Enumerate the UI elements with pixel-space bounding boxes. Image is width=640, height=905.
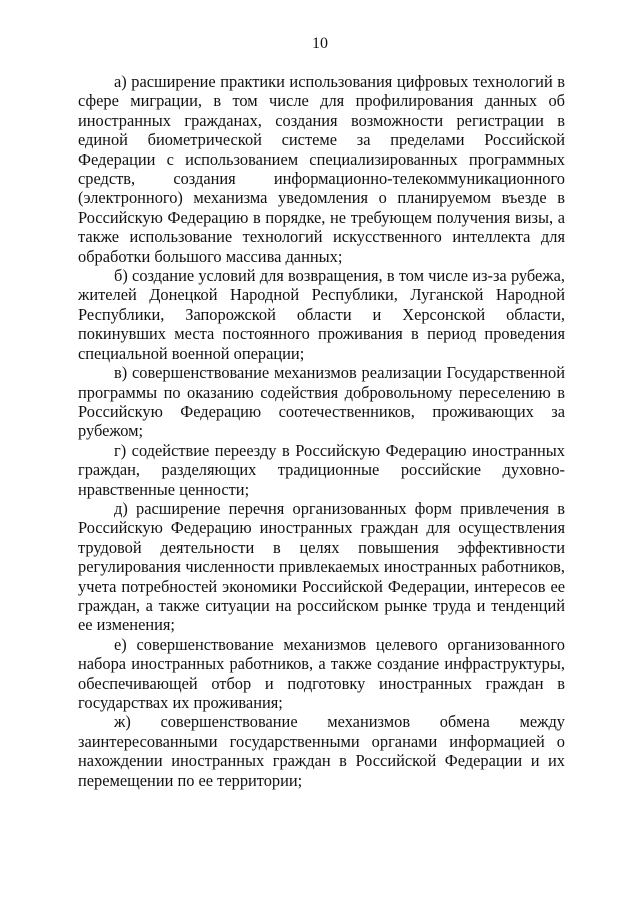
list-item-a: а) расширение практики использования цифровых технологий в сфере миграции, в том числе для профилирования данных об иностранных гражданах, создания возможности регистрации в единой биометрической системе за пределами Российской Федерации с использованием специализированных программных средств, создания информационно-телекоммуникационного (электронного) механизма уведомления о планируемом въезде в Российскую Федерацию в порядке, не требующем получения визы, а также использование технологий искусственного интеллекта для обработки большого массива данных; [78, 72, 565, 266]
document-body [78, 72, 565, 790]
list-item-d: д) расширение перечня организованных форм привлечения в Российскую Федерацию иностранных граждан для осуществления трудовой деятельности в целях повышения эффективности регулирования численности привлекаемых иностранных работников, учета потребностей экономики Российской Федерации, интересов ее граждан, а также ситуации на российском рынке труда и тенденций ее изменения; [78, 498, 565, 635]
list-item-b: б) создание условий для возвращения, в том числе из-за рубежа, жителей Донецкой Народной Республики, Луганской Народной Республики, Запорожской области и Херсонской области, покинувших места постоянного проживания в период проведения специальной военной операции; [78, 266, 565, 363]
list-item-e: е) совершенствование механизмов целевого организованного набора иностранных работников, а также создание инфраструктуры, обеспечивающей отбор и подготовку иностранных граждан в государствах их проживания; [78, 634, 565, 712]
list-item-v: в) совершенствование механизмов реализации Государственной программы по оказанию содействия добровольному переселению в Российскую Федерацию соотечественников, проживающих за рубежом; [78, 363, 565, 441]
list-item-zh: ж) совершенствование механизмов обмена между заинтересованными государственными органами информацией о нахождении иностранных граждан в Российской Федерации и их перемещении по ее территории; [78, 712, 565, 790]
list-item-g: г) содействие переезду в Российскую Федерацию иностранных граждан, разделяющих традиционные российские духовно-нравственные ценности; [78, 440, 565, 499]
page-number: 10 [312, 35, 328, 52]
